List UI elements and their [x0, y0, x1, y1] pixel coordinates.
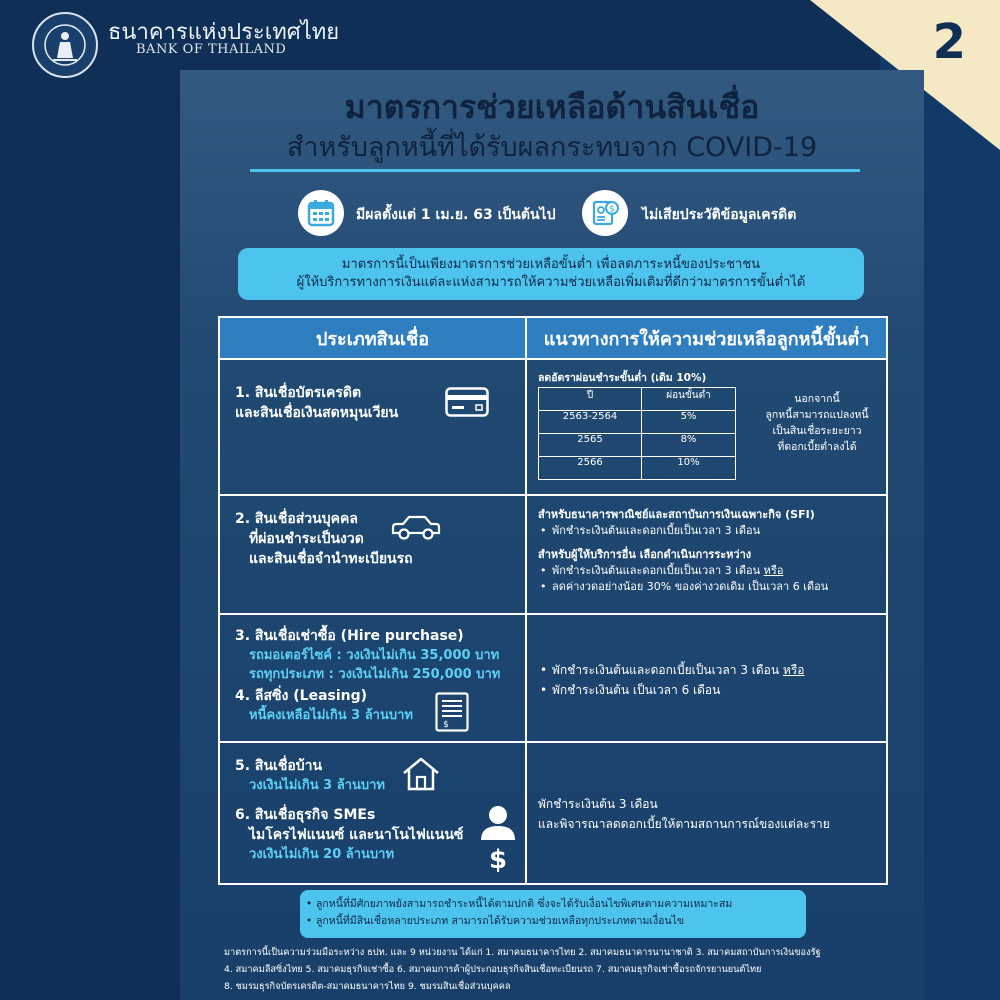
- note-line: ที่ดอกเบี้ยต่ำลงได้: [777, 441, 857, 453]
- note-line: นอกจากนี้: [794, 393, 840, 405]
- rate-year: 2565: [539, 434, 642, 457]
- loan-type-label: 6. สินเชื่อธุรกิจ SMEs: [235, 807, 376, 823]
- guideline-item: • ลดค่างวดอย่างน้อย 30% ของค่างวดเดิม เป็นเวลา 6 เดือน: [538, 579, 888, 595]
- credit-record-text: ไม่เสียประวัติข้อมูลเครดิต: [642, 207, 797, 223]
- rate-year: 2566: [539, 457, 642, 480]
- footer-credits: [224, 944, 914, 995]
- guideline-heading: สำหรับผู้ให้บริการอื่น เลือกดำเนินการระหว่าง: [538, 548, 752, 561]
- rate-header-minimum: ผ่อนขั้นต่ำ: [642, 388, 736, 411]
- guideline-item: [538, 660, 888, 680]
- table-row: [219, 495, 887, 614]
- or-label: หรือ: [763, 564, 784, 577]
- rate-value: 5%: [642, 411, 736, 434]
- notice-line-1: มาตรการนี้เป็นเพียงมาตรการช่วยเหลือขั้นต่ำ เพื่อลดภาระหนี้ของประชาชน: [341, 257, 761, 272]
- column-header-loan-type: ประเภทสินเชื่อ: [219, 317, 526, 359]
- rate-value: 8%: [642, 434, 736, 457]
- loan-type-label: 2. สินเชื่อส่วนบุคคล: [235, 511, 358, 527]
- brand-name-english: BANK OF THAILAND: [136, 42, 287, 57]
- rate-table: [538, 387, 736, 480]
- sme-loan-limit: วงเงินไม่เกิน 20 ล้านบาท: [249, 847, 395, 862]
- conditions-box: [300, 890, 806, 938]
- rate-table-title: ลดอัตราผ่อนชำระขั้นต่ำ (เดิม 10%): [538, 372, 707, 384]
- guideline-item: • พักชำระเงินต้น เป็นเวลา 6 เดือน: [538, 680, 888, 700]
- table-row: [219, 742, 887, 884]
- svg-text:$: $: [443, 720, 449, 730]
- document-icon: [435, 692, 469, 736]
- page-number: 2: [932, 14, 966, 70]
- guideline-item-text: พักชำระเงินต้นและดอกเบี้ยเป็นเวลา 3 เดือน: [552, 663, 780, 677]
- guideline-heading: สำหรับธนาคารพาณิชย์และสถาบันการเงินเฉพาะกิจ (SFI): [538, 508, 815, 521]
- loan-type-label: ไมโครไฟแนนซ์ และนาโนไฟแนนซ์: [249, 827, 464, 843]
- calendar-icon: [298, 190, 344, 236]
- guideline-text: และพิจารณาลดดอกเบี้ยให้ตามสถานการณ์ของแต่ละราย: [538, 817, 830, 831]
- loan-type-label: และสินเชื่อจำนำทะเบียนรถ: [249, 551, 413, 567]
- loan-type-label: ที่ผ่อนชำระเป็นงวด: [249, 531, 364, 547]
- rate-year: 2563-2564: [539, 411, 642, 434]
- guideline-item: [538, 563, 888, 579]
- loan-type-label: 1. สินเชื่อบัตรเครดิต: [235, 385, 362, 401]
- brand-name-thai: ธนาคารแห่งประเทศไทย: [108, 20, 340, 45]
- infographic-card: [180, 70, 924, 1000]
- measures-table: [218, 316, 888, 885]
- notice-line-2: ผู้ให้บริการทางการเงินแต่ละแห่งสามารถให้ความช่วยเหลือเพิ่มเติมที่ดีกว่ามาตรการขั้นต่ำได้: [296, 275, 806, 290]
- house-icon: [401, 756, 441, 796]
- hire-purchase-car: รถทุกประเภท : วงเงินไม่เกิน 250,000 บาท: [249, 667, 501, 682]
- debt-conversion-note: [746, 391, 888, 455]
- column-header-guideline: แนวทางการให้ความช่วยเหลือลูกหนี้ขั้นต่ำ: [526, 317, 887, 359]
- bank-logo-icon: [32, 12, 98, 78]
- svg-text:$: $: [609, 204, 615, 215]
- title-divider: [250, 169, 860, 172]
- loan-type-label: และสินเชื่อเงินสดหมุนเวียน: [235, 405, 399, 421]
- table-row: [219, 359, 887, 495]
- rate-value: 10%: [642, 457, 736, 480]
- or-label: หรือ: [782, 663, 805, 677]
- guideline-item: • พักชำระเงินต้นและดอกเบี้ยเป็นเวลา 3 เดือน: [538, 523, 888, 539]
- person-money-icon: [477, 804, 519, 876]
- effective-date-text: มีผลตั้งแต่ 1 เม.ย. 63 เป็นต้นไป: [356, 207, 556, 223]
- note-line: ลูกหนี้สามารถแปลงหนี้: [765, 409, 869, 421]
- hire-purchase-moto: รถมอเตอร์ไซค์ : วงเงินไม่เกิน 35,000 บาท: [249, 648, 500, 663]
- condition-item: • ลูกหนี้ที่มีศักยภาพยังสามารถชำระหนี้ได้ตามปกติ ซึ่งจะได้รับเงื่อนไขพิเศษตามความเหมาะสม: [300, 896, 806, 913]
- home-loan-limit: วงเงินไม่เกิน 3 ล้านบาท: [249, 778, 386, 793]
- table-row: [539, 457, 736, 480]
- loan-type-label: 4. ลีสซิ่ง (Leasing): [235, 688, 368, 704]
- loan-type-label: 5. สินเชื่อบ้าน: [235, 758, 323, 774]
- condition-item: • ลูกหนี้ที่มีสินเชื่อหลายประเภท สามารถได้รับความช่วยเหลือทุกประเภทตามเงื่อนไข: [300, 913, 806, 930]
- notice-box: [238, 248, 864, 300]
- page-title: มาตรการช่วยเหลือด้านสินเชื่อ: [344, 88, 760, 126]
- table-row: [539, 434, 736, 457]
- credit-card-icon: [445, 387, 489, 421]
- guideline-item-text: พักชำระเงินต้นและดอกเบี้ยเป็นเวลา 3 เดือน: [552, 564, 761, 577]
- rate-header-year: ปี: [539, 388, 642, 411]
- page-subtitle: สำหรับลูกหนี้ที่ได้รับผลกระทบจาก COVID-19: [286, 132, 818, 163]
- table-row: [219, 614, 887, 742]
- table-row: [539, 411, 736, 434]
- footer-line: 8. ชมรมธุรกิจบัตรเครดิต-สมาคมธนาคารไทย 9. ชมรมสินเชื่อส่วนบุคคล: [224, 981, 511, 992]
- loan-type-label: 3. สินเชื่อเช่าซื้อ (Hire purchase): [235, 628, 464, 644]
- footer-line: 4. สมาคมลีสซิ่งไทย 5. สมาคมธุรกิจเช่าซื้อ 6. สมาคมการค้าผู้ประกอบธุรกิจสินเชื่อทะเบียนรถ 7. สมาคมธุรกิจเช่าซื้อรถจักรยานยนต์ไทย: [224, 964, 762, 975]
- svg-text:$: $: [488, 845, 508, 872]
- note-line: เป็นสินเชื่อระยะยาว: [772, 425, 862, 437]
- leasing-limit: หนี้คงเหลือไม่เกิน 3 ล้านบาท: [249, 708, 413, 723]
- car-icon: [389, 513, 443, 547]
- footer-line: มาตรการนี้เป็นความร่วมมือระหว่าง ธปท. และ 9 หน่วยงาน ได้แก่ 1. สมาคมธนาคารไทย 2. สมาคมธนาคารนานาชาติ 3. สมาคมสถาบันการเงินของรัฐ: [224, 947, 821, 958]
- credit-record-icon: [582, 190, 628, 236]
- guideline-text: พักชำระเงินต้น 3 เดือน: [538, 797, 658, 811]
